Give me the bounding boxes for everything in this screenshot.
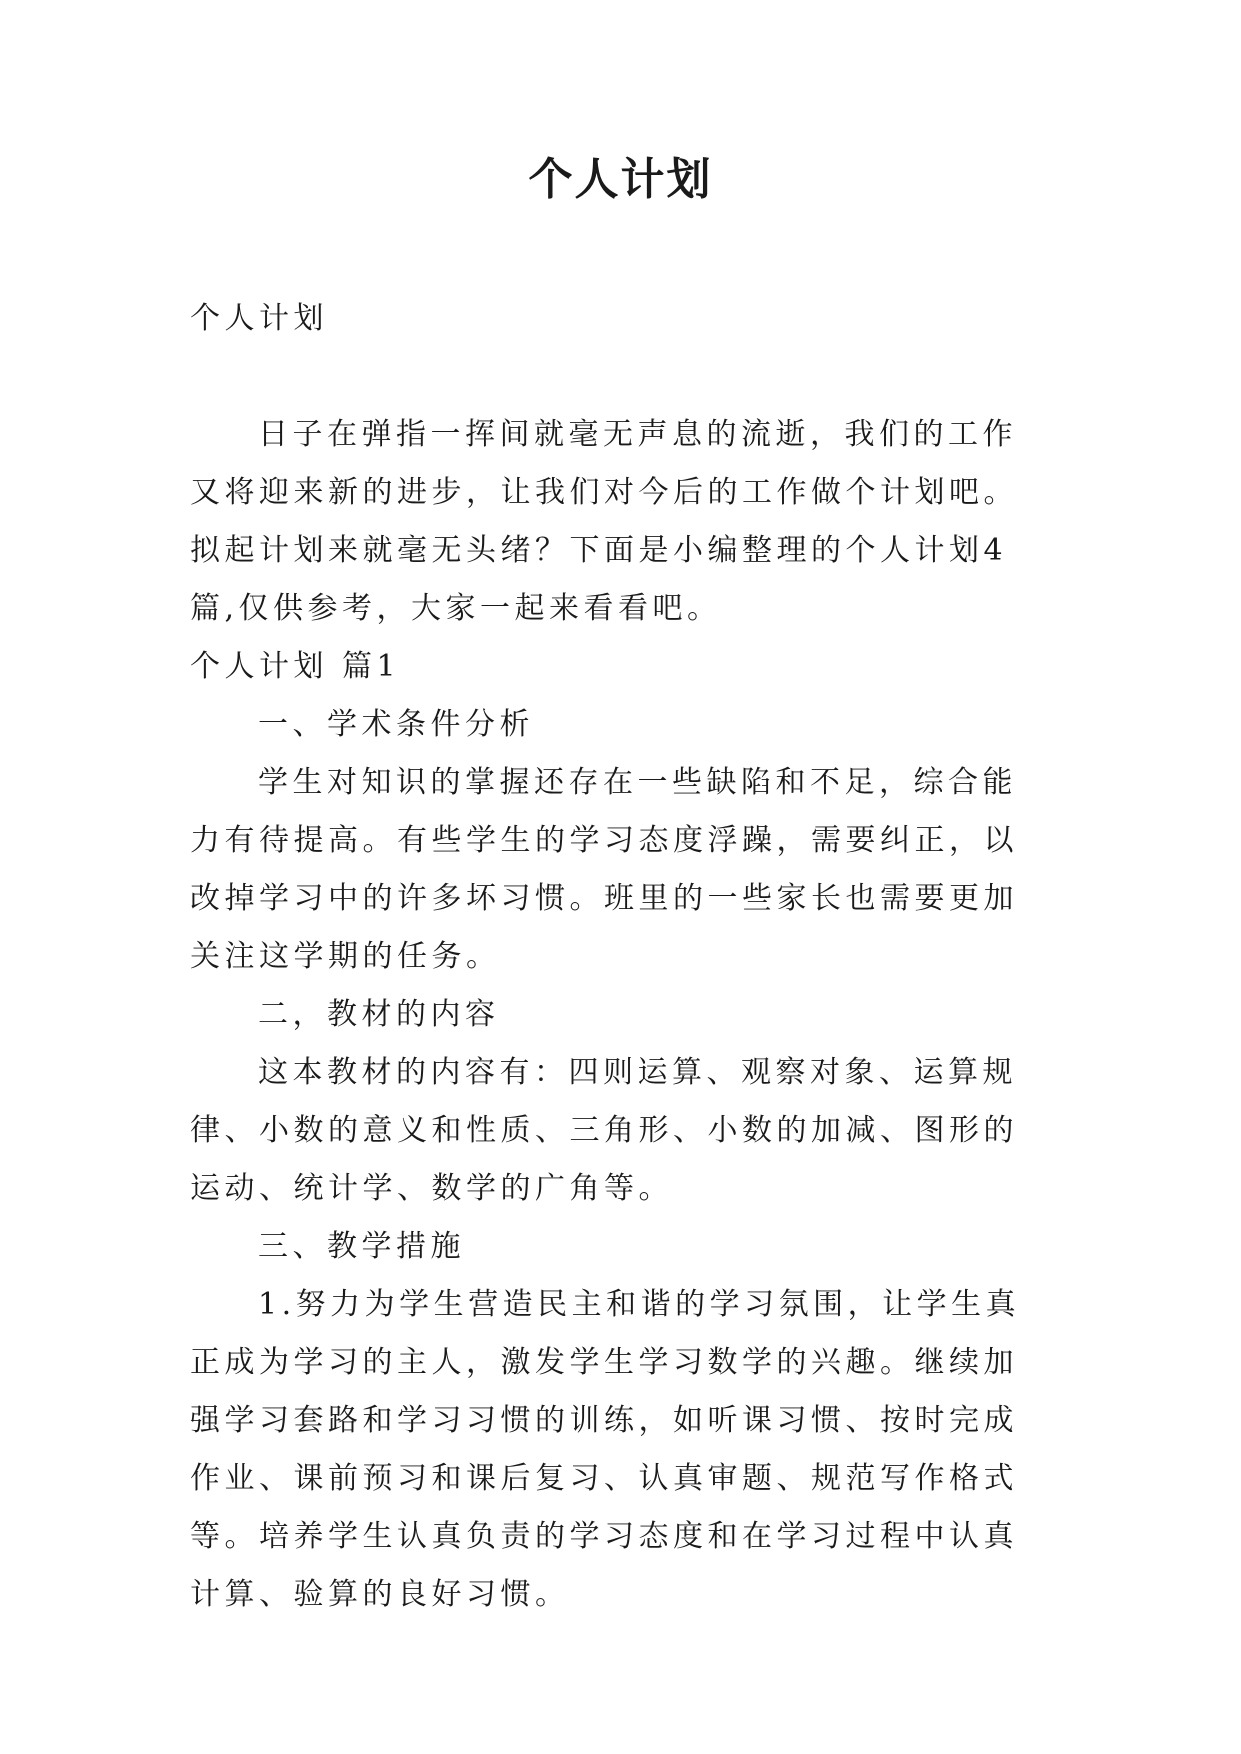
heading-textbook-content: 二，教材的内容 <box>258 997 500 1032</box>
paragraph-textbook-content: 这本教材的内容有：四则运算、观察对象、运算规律、小数的意义和性质、三角形、小数的加减、图形的运动、统计学、数学的广角等。 <box>190 1055 1018 1206</box>
paragraph-intro: 日子在弹指一挥间就毫无声息的流逝，我们的工作又将迎来新的进步，让我们对今后的工作做个计划吧。拟起计划来就毫无头绪？下面是小编整理的个人计划4篇,仅供参考，大家一起来看看吧。 <box>190 417 1018 626</box>
paragraph-subtitle: 个人计划 <box>190 301 328 336</box>
document-title: 个人计划 <box>528 154 713 205</box>
heading-learning-analysis: 一、学术条件分析 <box>258 707 534 742</box>
document-body <box>190 290 1050 1624</box>
heading-teaching-measures: 三、教学措施 <box>258 1229 465 1264</box>
paragraph-learning-analysis: 学生对知识的掌握还存在一些缺陷和不足，综合能力有待提高。有些学生的学习态度浮躁，需要纠正，以改掉学习中的许多坏习惯。班里的一些家长也需要更加关注这学期的任务。 <box>190 765 1018 974</box>
section-heading-part-1: 个人计划 篇1 <box>190 649 401 684</box>
paragraph-teaching-measure-1: 1.努力为学生营造民主和谐的学习氛围，让学生真正成为学习的主人，激发学生学习数学的兴趣。继续加强学习套路和学习习惯的训练，如听课习惯、按时完成作业、课前预习和课后复习、认真审题、规范写作格式等。培养学生认真负责的学习态度和在学习过程中认真计算、验算的良好习惯。 <box>190 1287 1021 1612</box>
